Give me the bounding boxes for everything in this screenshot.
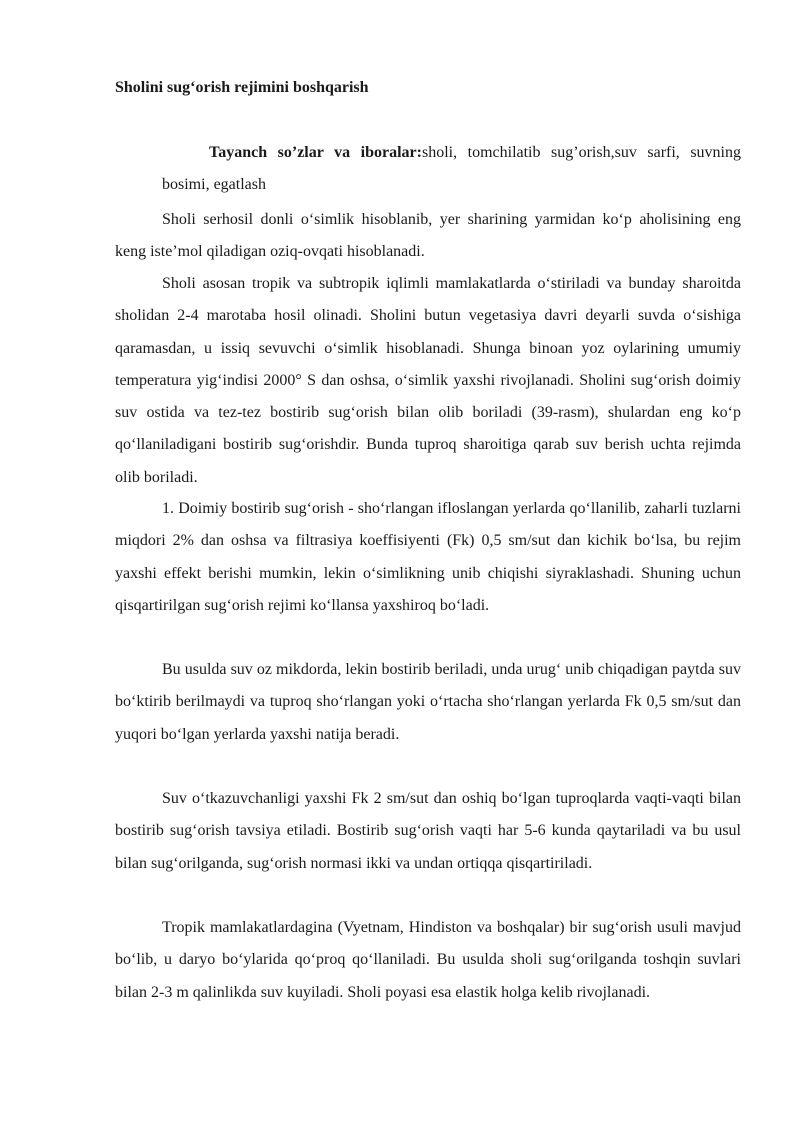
paragraph-2: Sholi asosan tropik va subtropik iqlimli mamlakatlarda o‘stiriladi va bunday sharoitda sholidan 2-4 marotaba hosil olinadi. Sholini butun vegetasiya davri deyarli suvda o‘sishiga qaramasdan, u issiq sevuvchi o‘simlik hisoblanadi. Shunga binoan yoz oylarining umumiy temperatura yig‘indisi 2000° S dan oshsa, o‘simlik yaxshi rivojlanadi. Sholini sug‘orish doimiy suv ostida va tez-tez bostirib sug‘orish bilan olib boriladi (39-rasm), shulardan eng ko‘p qo‘llaniladigani bostirib sug‘orishdir. Bunda tuproq sharoitiga qarab suv berish uchta rejimda olib boriladi. [115, 275, 741, 486]
paragraph-6: Tropik mamlakatlardagina (Vyetnam, Hindiston va boshqalar) bir sug‘orish usuli mavjud bo‘lib, u daryo bo‘ylarida qo‘proq qo‘llaniladi. Bu usulda sholi sug‘orilganda toshqin suvlari bilan 2-3 m qalinlikda suv kuyiladi. Sholi poyasi esa elastik holga kelib rivojlanadi. [115, 919, 741, 1001]
paragraph-1: Sholi serhosil donli o‘simlik hisoblanib, yer sharining yarmidan ko‘p aholisining eng keng iste’mol qiladigan oziq-ovqati hisoblanadi. [115, 211, 741, 261]
keywords-text: sholi, tomchilatib sug’orish,suv sarfi, suvning bosimi, egatlash [162, 144, 742, 193]
document-title: Sholini sug‘orish rejimini boshqarish [115, 79, 369, 96]
paragraph-4: Bu usulda suv oz mikdorda, lekin bostirib beriladi, unda urug‘ unib chiqadigan paytda suv bo‘ktirib berilmaydi va tuproq sho‘rlangan yoki o‘rtacha sho‘rlangan yerlarda Fk 0,5 sm/sut dan yuqori bo‘lgan yerlarda yaxshi natija beradi. [115, 661, 741, 743]
keywords-label: Tayanch so’zlar va iboralar: [209, 144, 422, 161]
keywords-paragraph [162, 137, 741, 201]
paragraph-3: 1. Doimiy bostirib sug‘orish - sho‘rlangan ifloslangan yerlarda qo‘llanilib, zaharli tuzlarni miqdori 2% dan oshsa va filtrasiya koeffisiyenti (Fk) 0,5 sm/sut dan kichik bo‘lsa, bu rejim yaxshi effekt berishi mumkin, lekin o‘simlikning unib chiqishi siyraklashadi. Shuning uchun qisqartirilgan sug‘orish rejimi ko‘llansa yaxshiroq bo‘ladi. [115, 500, 741, 614]
paragraph-5: Suv o‘tkazuvchanligi yaxshi Fk 2 sm/sut dan oshiq bo‘lgan tuproqlarda vaqti-vaqti bilan bostirib sug‘orish tavsiya etiladi. Bostirib sug‘orish vaqti har 5-6 kunda qaytariladi va bu usul bilan sug‘orilganda, sug‘orish normasi ikki va undan ortiqqa qisqartiriladi. [115, 790, 741, 872]
